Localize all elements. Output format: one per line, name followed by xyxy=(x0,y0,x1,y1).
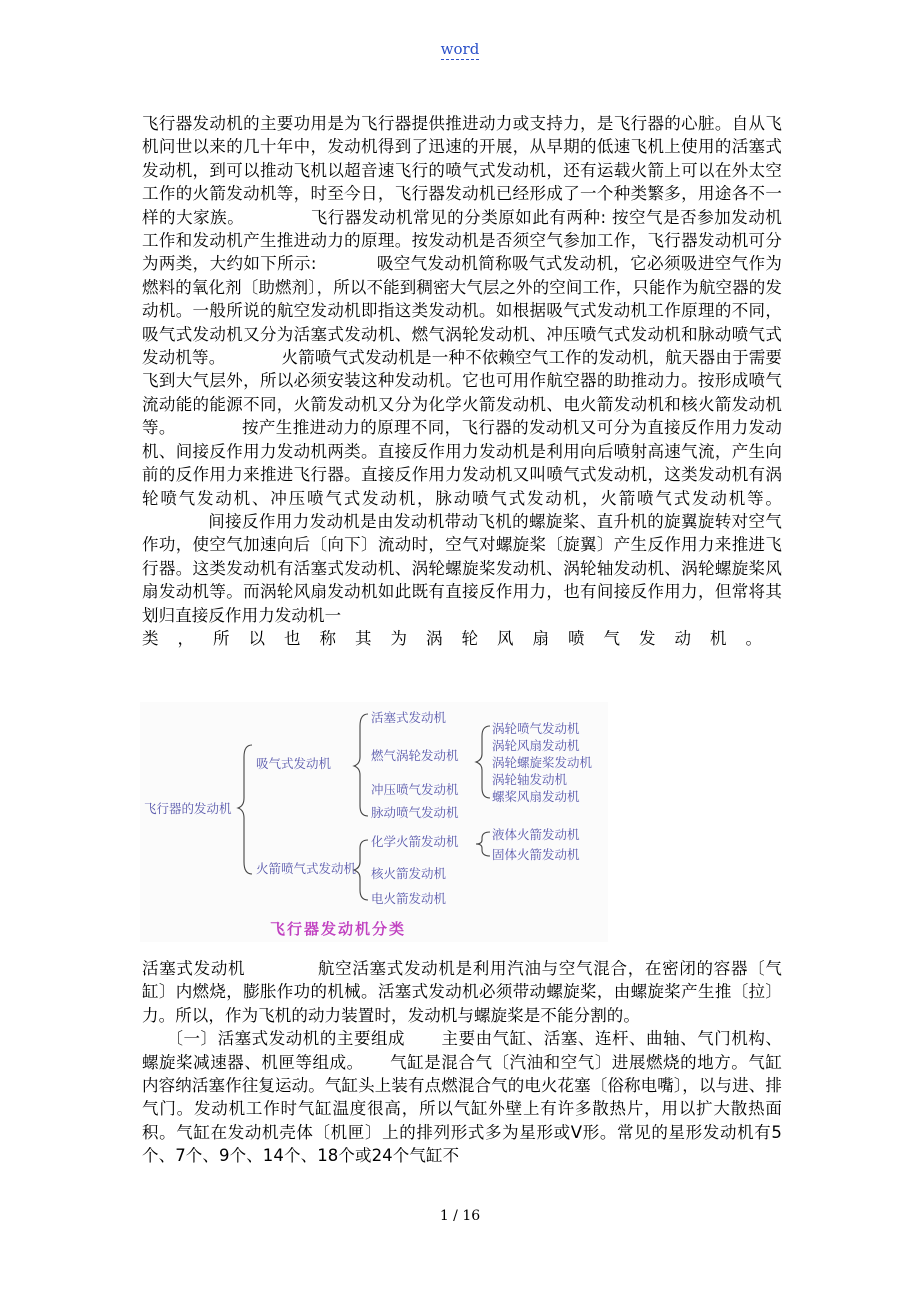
paragraph: 活塞式发动机 航空活塞式发动机是利用汽油与空气混合，在密闭的容器〔气缸〕内燃烧，膨胀作功的机械。活塞式发动机必须带动螺旋桨，由螺旋桨产生推〔拉〕力。所以，作为飞机的动力装置时，发动机与螺旋桨是不能分割的。 xyxy=(142,959,782,1025)
diagram-turbine-child: 涡轮轴发动机 xyxy=(492,772,568,787)
section-heading-piston: 活塞式发动机 xyxy=(142,959,246,978)
diagram-svg xyxy=(140,702,608,942)
page-footer xyxy=(0,1208,920,1224)
diagram-turbine-child: 涡轮喷气发动机 xyxy=(492,721,580,736)
diagram-air: 吸气式发动机 xyxy=(256,756,332,771)
page-header xyxy=(0,40,920,58)
header-title[interactable]: word xyxy=(440,40,480,58)
page-number: 1 / 16 xyxy=(439,1208,481,1224)
engine-classification-diagram xyxy=(140,702,608,942)
diagram-caption: 飞行器发动机分类 xyxy=(270,920,407,938)
text-block-bottom xyxy=(142,957,782,1168)
section-heading-composition: 〔一〕活塞式发动机的主要组成 xyxy=(166,1029,406,1049)
diagram-chem-child: 液体火箭发动机 xyxy=(492,827,580,842)
diagram-turbine-child: 涡轮螺旋桨发动机 xyxy=(492,755,593,770)
diagram-turbine-child: 螺桨风扇发动机 xyxy=(492,789,580,804)
diagram-rocket-child: 电火箭发动机 xyxy=(371,891,447,906)
diagram-root: 飞行器的发动机 xyxy=(144,801,232,816)
diagram-air-child: 活塞式发动机 xyxy=(371,710,447,725)
diagram-turbine-child: 涡轮风扇发动机 xyxy=(492,738,580,753)
paragraph: 飞行器发动机的主要功用是为飞行器提供推进动力或支持力，是飞行器的心脏。自从飞机问世以来的几十年中，发动机得到了迅速的开展，从早期的低速飞机上使用的活塞式发动机，到可以推动飞机以超音速飞行的喷气式发动机，还有运载火箭上可以在外太空工作的火箭发动机等，时至今日，飞行器发动机已经形成了一个种类繁多，用途各不一样的大家族。 飞行器发动机常见的分类原如此有两种: 按空气是否参加发动机工作和发动机产生推进动力的原理。按发动机是否须空气参加工作，飞行器发动机可分为两类，大约如下所示: 吸空气发动机简称吸气式发动机，它必须吸进空气作为燃料的氧化剂〔助燃剂〕，所以不能到稠密大气层之外的空间工作，只能作为航空器的发动机。一般所说的航空发动机即指这类发动机。如根据吸气式发动机工作原理的不同，吸气式发动机又分为活塞式发动机、燃气涡轮发动机、冲压喷气式发动机和脉动喷气式发动机等。 火箭喷气式发动机是一种不依赖空气工作的发动机，航天器由于需要飞到大气层外，所以必须安装这种发动机。它也可用作航空器的助推动力。按形成喷气流动能的能源不同，火箭发动机又分为化学火箭发动机、电火箭发动机和核火箭发动机等。 按产生推进动力的原理不同，飞行器的发动机又可分为直接反作用力发动机、间接反作用力发动机两类。直接反作用力发动机是利用向后喷射高速气流，产生向前的反作用力来推进飞行器。直接反作用力发动机又叫喷气式发动机，这类发动机有涡轮喷气发动机、冲压喷气式发动机，脉动喷气式发动机，火箭喷气式发动机等。间接反作用力发动机是由发动机带动飞机的螺旋桨、直升机的旋翼旋转对空气作功，使空气加速向后〔向下〕流动时，空气对螺旋桨〔旋翼〕产生反作用力来推进飞行器。这类发动机有活塞式发动机、涡轮螺旋桨发动机、涡轮轴发动机、涡轮螺旋桨风扇发动机等。而涡轮风扇发动机如此既有直接反作用力，也有间接反作用力，但常将其划归直接反作用力发动机一 xyxy=(142,114,783,625)
diagram-chem-child: 固体火箭发动机 xyxy=(492,847,580,862)
paragraph-last-line: 类，所以也称其为涡轮风扇喷气发动机。 xyxy=(142,628,781,648)
diagram-rocket-child: 核火箭发动机 xyxy=(371,866,447,881)
diagram-rocket: 火箭喷气式发动机 xyxy=(256,861,357,876)
diagram-air-child: 燃气涡轮发动机 xyxy=(371,748,459,763)
text-block-top xyxy=(142,112,782,650)
diagram-air-child: 冲压喷气发动机 xyxy=(371,782,459,797)
diagram-air-child: 脉动喷气发动机 xyxy=(371,805,459,820)
diagram-rocket-child: 化学火箭发动机 xyxy=(371,834,459,849)
paragraph: 〔一〕活塞式发动机的主要组成 主要由气缸、活塞、连杆、曲轴、气门机构、螺旋桨减速器、机匣等组成。 气缸是混合气〔汽油和空气〕进展燃烧的地方。气缸内容纳活塞作往复运动。气缸头上装有点燃混合气的电火花塞〔俗称电嘴〕，以与进、排气门。发动机工作时气缸温度很高，所以气缸外壁上有许多散热片，用以扩大散热面积。气缸在发动机壳体〔机匣〕上的排列形式多为星形或V形。常见的星形发动机有5个、7个、9个、14个、18个或24个气缸不 xyxy=(142,1029,783,1166)
